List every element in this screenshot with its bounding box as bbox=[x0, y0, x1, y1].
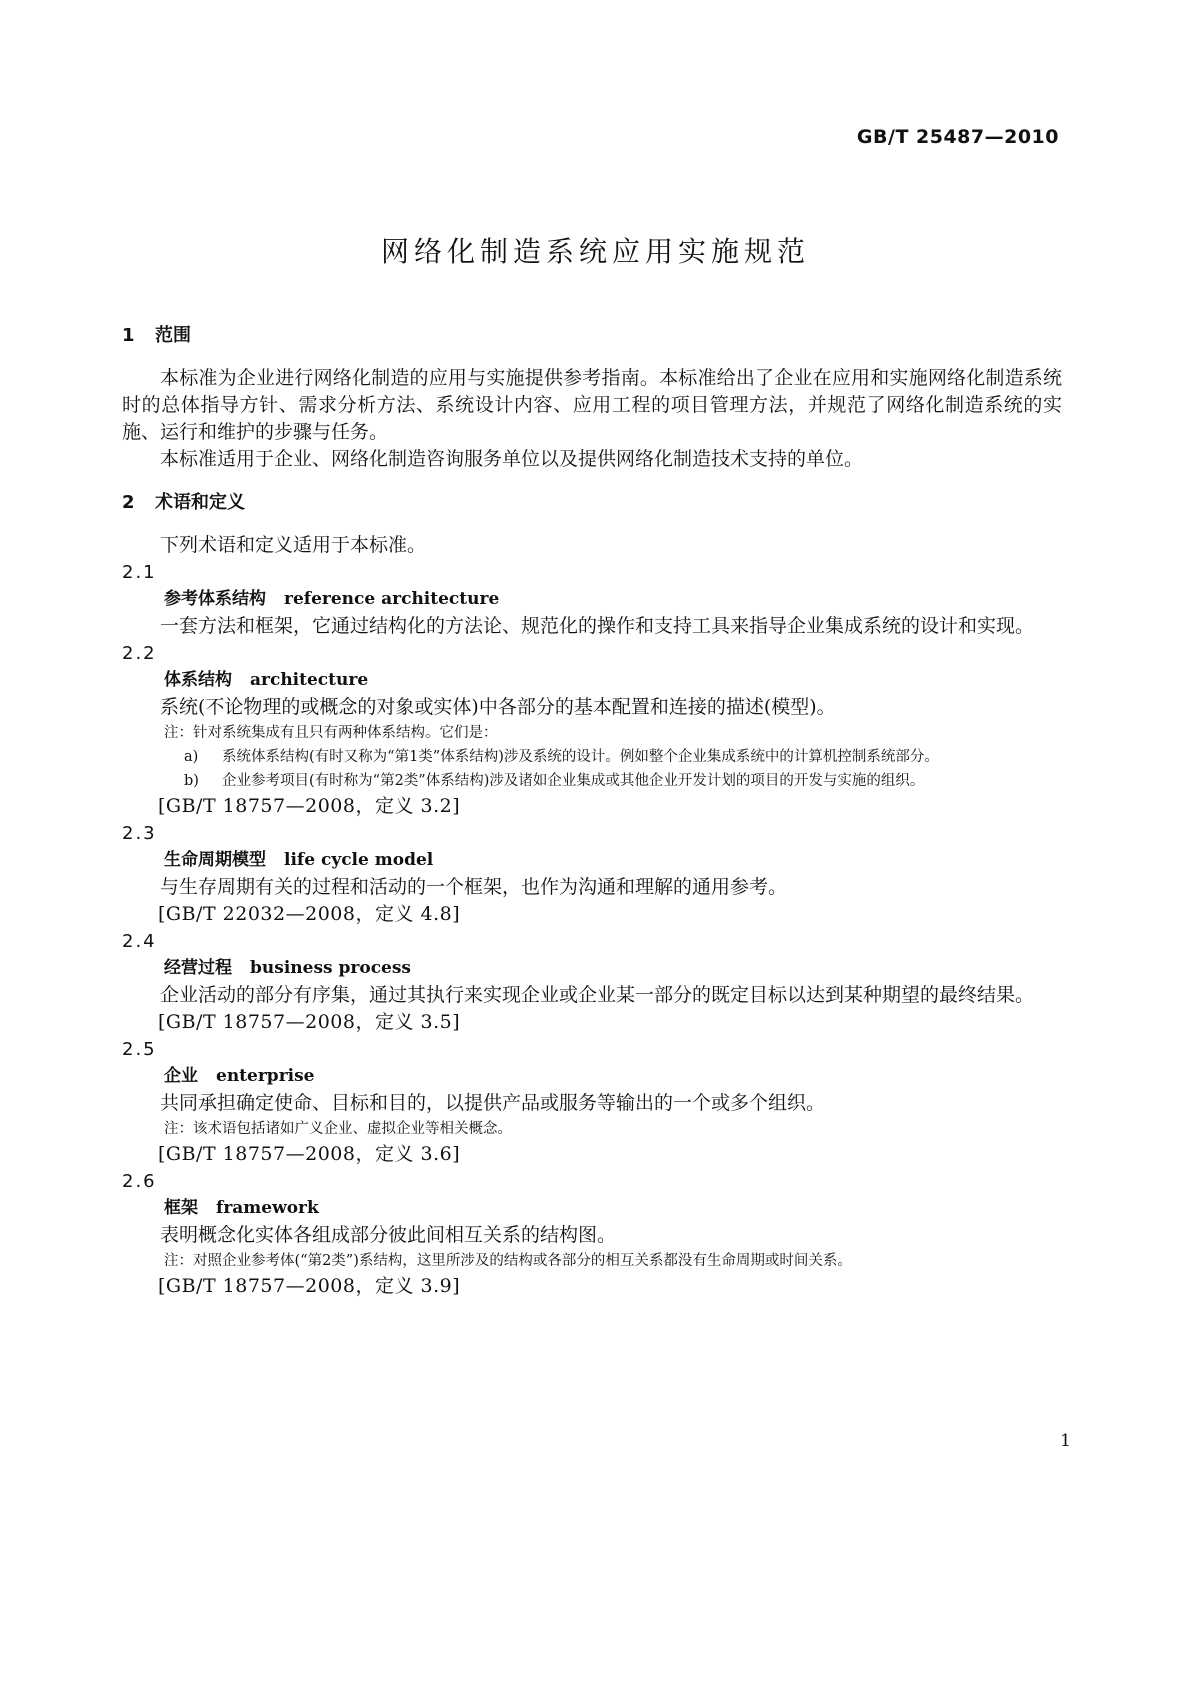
paragraph: 本标准适用于企业、网络化制造咨询服务单位以及提供网络化制造技术支持的单位。 bbox=[160, 448, 864, 470]
term-cn: 生命周期模型 bbox=[164, 850, 266, 870]
term-heading bbox=[122, 1063, 1062, 1090]
page-number: 1 bbox=[1060, 1431, 1071, 1451]
term-heading bbox=[122, 1195, 1062, 1222]
term-cn: 经营过程 bbox=[164, 958, 232, 978]
term-note: 注：针对系统集成有且只有两种体系结构。它们是： bbox=[164, 725, 498, 741]
term-en: enterprise bbox=[216, 1066, 315, 1086]
term-definition: 一套方法和框架，它通过结构化的方法论、规范化的操作和支持工具来指导企业集成系统的设计和实现。 bbox=[160, 615, 1035, 637]
term-reference: [GB/T 18757—2008，定义 3.9] bbox=[158, 1275, 461, 1297]
term-note: 注：该术语包括诸如广义企业、虚拟企业等相关概念。 bbox=[164, 1121, 512, 1137]
section-number: 1 bbox=[122, 325, 135, 346]
term-cn: 框架 bbox=[164, 1198, 198, 1218]
term-en: business process bbox=[250, 958, 412, 978]
term-definition: 表明概念化实体各组成部分彼此间相互关系的结构图。 bbox=[160, 1224, 617, 1246]
term-number: 2.3 bbox=[122, 823, 157, 844]
term-reference: [GB/T 22032—2008，定义 4.8] bbox=[158, 903, 461, 925]
term-heading bbox=[122, 847, 1062, 874]
term-number: 2.4 bbox=[122, 931, 157, 952]
list-marker: a) bbox=[184, 749, 199, 765]
term-number: 2.5 bbox=[122, 1039, 157, 1060]
term-number: 2.2 bbox=[122, 643, 157, 664]
term-en: architecture bbox=[250, 670, 369, 690]
term-number: 2.1 bbox=[122, 562, 157, 583]
term-number: 2.6 bbox=[122, 1171, 157, 1192]
section-number: 2 bbox=[122, 492, 135, 513]
standard-number: GB/T 25487—2010 bbox=[856, 126, 1059, 148]
term-reference: [GB/T 18757—2008，定义 3.2] bbox=[158, 795, 461, 817]
term-en: life cycle model bbox=[284, 850, 434, 870]
list-marker: b) bbox=[184, 773, 199, 789]
term-en: reference architecture bbox=[284, 589, 500, 609]
section-heading-terms bbox=[122, 489, 1062, 516]
term-reference: [GB/T 18757—2008，定义 3.5] bbox=[158, 1011, 461, 1033]
term-heading bbox=[122, 955, 1062, 982]
paragraph: 本标准为企业进行网络化制造的应用与实施提供参考指南。本标准给出了企业在应用和实施网络化制造系统时的总体指导方针、需求分析方法、系统设计内容、应用工程的项目管理方法，并规范了网络化制造系统的实施、运行和维护的步骤与任务。 bbox=[122, 367, 1062, 443]
document-body bbox=[122, 322, 1062, 1300]
term-cn: 企业 bbox=[164, 1066, 198, 1086]
term-definition: 系统(不论物理的或概念的对象或实体)中各部分的基本配置和连接的描述(模型)。 bbox=[160, 696, 836, 718]
terms-intro: 下列术语和定义适用于本标准。 bbox=[160, 534, 427, 556]
note-list-item bbox=[122, 769, 1062, 793]
term-cn: 参考体系结构 bbox=[164, 589, 266, 609]
note-list-item bbox=[122, 745, 1062, 769]
list-text: 企业参考项目(有时称为“第2类”体系结构)涉及诸如企业集成或其他企业开发计划的项目的开发与实施的组织。 bbox=[222, 773, 925, 789]
term-definition: 企业活动的部分有序集，通过其执行来实现企业或企业某一部分的既定目标以达到某种期望的最终结果。 bbox=[160, 984, 1035, 1006]
term-en: framework bbox=[216, 1198, 319, 1218]
section-heading-scope bbox=[122, 322, 1062, 349]
term-heading bbox=[122, 586, 1062, 613]
document-title: 网络化制造系统应用实施规范 bbox=[380, 235, 810, 268]
term-cn: 体系结构 bbox=[164, 670, 232, 690]
term-note: 注：对照企业参考体(“第2类”)系结构，这里所涉及的结构或各部分的相互关系都没有生命周期或时间关系。 bbox=[164, 1253, 852, 1269]
section-title: 范围 bbox=[155, 325, 191, 346]
section-title: 术语和定义 bbox=[155, 492, 245, 513]
list-text: 系统体系结构(有时又称为“第1类”体系结构)涉及系统的设计。例如整个企业集成系统中的计算机控制系统部分。 bbox=[222, 749, 939, 765]
term-definition: 与生存周期有关的过程和活动的一个框架，也作为沟通和理解的通用参考。 bbox=[160, 876, 788, 898]
term-reference: [GB/T 18757—2008，定义 3.6] bbox=[158, 1143, 461, 1165]
term-definition: 共同承担确定使命、目标和目的，以提供产品或服务等输出的一个或多个组织。 bbox=[160, 1092, 826, 1114]
term-heading bbox=[122, 667, 1062, 694]
